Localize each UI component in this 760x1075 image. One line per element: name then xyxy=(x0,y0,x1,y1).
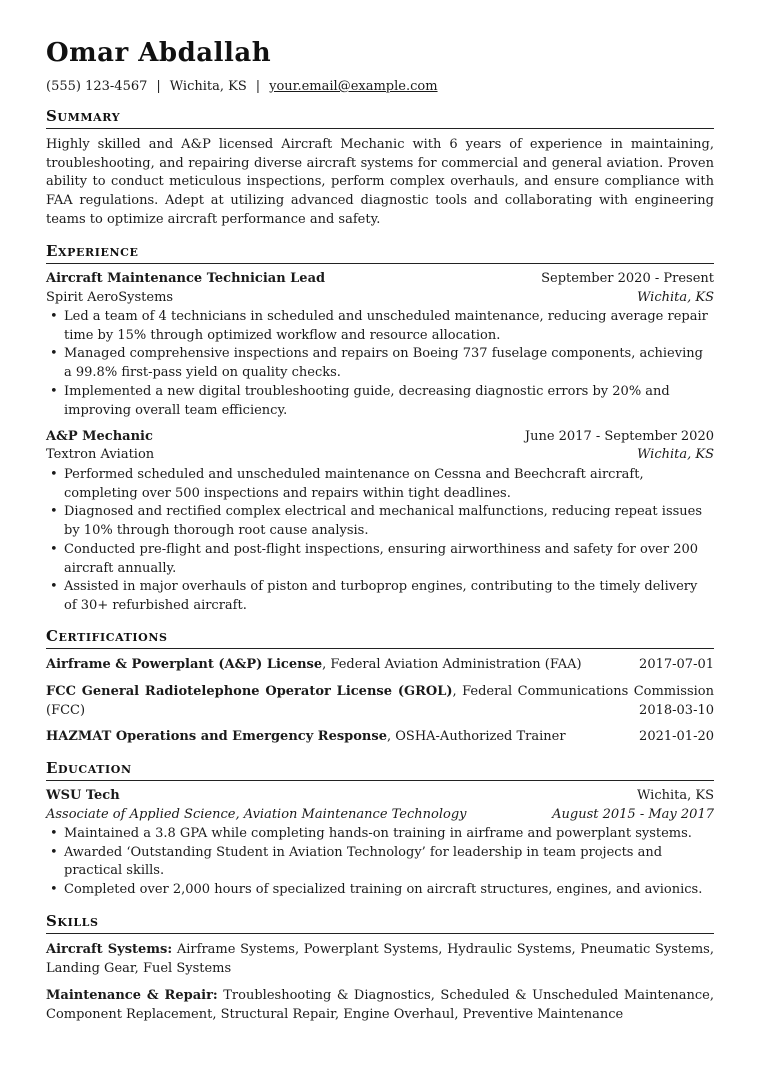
school-location: Wichita, KS xyxy=(637,788,714,803)
job-company: Spirit AeroSystems xyxy=(46,290,174,305)
school-name: WSU Tech xyxy=(46,788,120,803)
skill-group-text: Troubleshooting & Diagnostics, Scheduled & Unscheduled Maintenance, Component Replacement, Structural Repair, Engine Overhaul, Preventive Maintenance xyxy=(46,988,714,1022)
bullet-item: • Conducted pre-flight and post-flight inspections, ensuring airworthiness and safety for over 200 aircraft annually. xyxy=(46,541,714,578)
certification-issuer: , Federal Communications Commission (FCC) xyxy=(46,684,714,718)
job-title: A&P Mechanic xyxy=(46,429,153,444)
education-bullets xyxy=(46,825,714,900)
job-bullets xyxy=(46,308,714,420)
bullet-item: • Managed comprehensive inspections and repairs on Boeing 737 fuselage components, achieving a 99.8% first-pass yield on quality checks. xyxy=(46,345,714,382)
skill-group-label: Maintenance & Repair: xyxy=(46,988,218,1003)
summary-text: Highly skilled and A&P licensed Aircraft Mechanic with 6 years of experience in maintaining, troubleshooting, and repairing diverse aircraft systems for commercial and general aviation. Proven ability to conduct meticulous inspections, perform complex overhauls, and ensure compliance with FAA regulations. Adept at utilizing advanced diagnostic tools and collaborating with engineering teams to optimize aircraft performance and safety. xyxy=(46,137,714,227)
skill-group xyxy=(46,941,714,978)
section-heading-certifications: Certifications xyxy=(46,627,168,645)
job-bullets xyxy=(46,466,714,616)
job-company: Textron Aviation xyxy=(46,447,155,462)
bullet-item: • Awarded ‘Outstanding Student in Aviation Technology’ for leadership in team projects and practical skills. xyxy=(46,844,714,881)
certification-date: 2017-07-01 xyxy=(639,657,714,672)
skill-group xyxy=(46,987,714,1024)
certification-name: HAZMAT Operations and Emergency Response xyxy=(46,729,387,744)
certification-issuer: , OSHA-Authorized Trainer xyxy=(386,729,566,744)
bullet-item: • Led a team of 4 technicians in scheduled and unscheduled maintenance, reducing average repair time by 15% through optimized workflow and resource allocation. xyxy=(46,308,714,345)
bullet-item: • Maintained a 3.8 GPA while completing hands-on training in airframe and powerplant systems. xyxy=(46,825,714,844)
section-divider xyxy=(46,128,714,129)
section-divider xyxy=(46,648,714,649)
certification-date: 2018-03-10 xyxy=(639,703,714,718)
certification-entry xyxy=(46,729,566,744)
bullet-item: • Completed over 2,000 hours of specialized training on aircraft structures, engines, and avionics. xyxy=(46,881,714,900)
degree: Associate of Applied Science, Aviation Maintenance Technology xyxy=(46,807,467,822)
section-heading-education: Education xyxy=(46,759,132,777)
bullet-item: • Assisted in major overhauls of piston and turboprop engines, contributing to the timely delivery of 30+ refurbished aircraft. xyxy=(46,578,714,615)
candidate-name: Omar Abdallah xyxy=(46,38,272,68)
certification-entry xyxy=(46,683,714,720)
job-title: Aircraft Maintenance Technician Lead xyxy=(46,271,326,286)
section-divider xyxy=(46,933,714,934)
job-location: Wichita, KS xyxy=(637,447,714,462)
separator: | xyxy=(255,79,261,94)
skill-group-label: Aircraft Systems: xyxy=(46,942,173,957)
certification-name: Airframe & Powerplant (A&P) License xyxy=(46,657,323,672)
certification-date: 2021-01-20 xyxy=(639,729,714,744)
location: Wichita, KS xyxy=(169,79,247,94)
job-dates: September 2020 - Present xyxy=(541,271,714,286)
job-dates: June 2017 - September 2020 xyxy=(524,429,714,444)
contact-line xyxy=(46,79,438,94)
certification-entry xyxy=(46,657,582,672)
section-divider xyxy=(46,780,714,781)
job-location: Wichita, KS xyxy=(637,290,714,305)
skill-group-text: Airframe Systems, Powerplant Systems, Hydraulic Systems, Pneumatic Systems, Landing Gear, Fuel Systems xyxy=(46,942,714,976)
section-heading-skills: Skills xyxy=(46,912,99,930)
bullet-item: • Performed scheduled and unscheduled maintenance on Cessna and Beechcraft aircraft, completing over 500 inspections and repairs within tight deadlines. xyxy=(46,466,714,503)
bullet-item: • Diagnosed and rectified complex electrical and mechanical malfunctions, reducing repeat issues by 10% through thorough root cause analysis. xyxy=(46,503,714,540)
section-heading-summary: Summary xyxy=(46,107,121,125)
section-heading-experience: Experience xyxy=(46,242,139,260)
section-divider xyxy=(46,263,714,264)
bullet-item: • Implemented a new digital troubleshooting guide, decreasing diagnostic errors by 20% and improving overall team efficiency. xyxy=(46,383,714,420)
phone: (555) 123-4567 xyxy=(46,79,148,94)
certification-issuer: , Federal Aviation Administration (FAA) xyxy=(322,657,582,672)
certification-name: FCC General Radiotelephone Operator License (GROL) xyxy=(46,684,453,699)
separator: | xyxy=(156,79,161,94)
education-dates: August 2015 - May 2017 xyxy=(552,807,714,822)
email-link[interactable]: your.email@example.com xyxy=(269,79,438,94)
